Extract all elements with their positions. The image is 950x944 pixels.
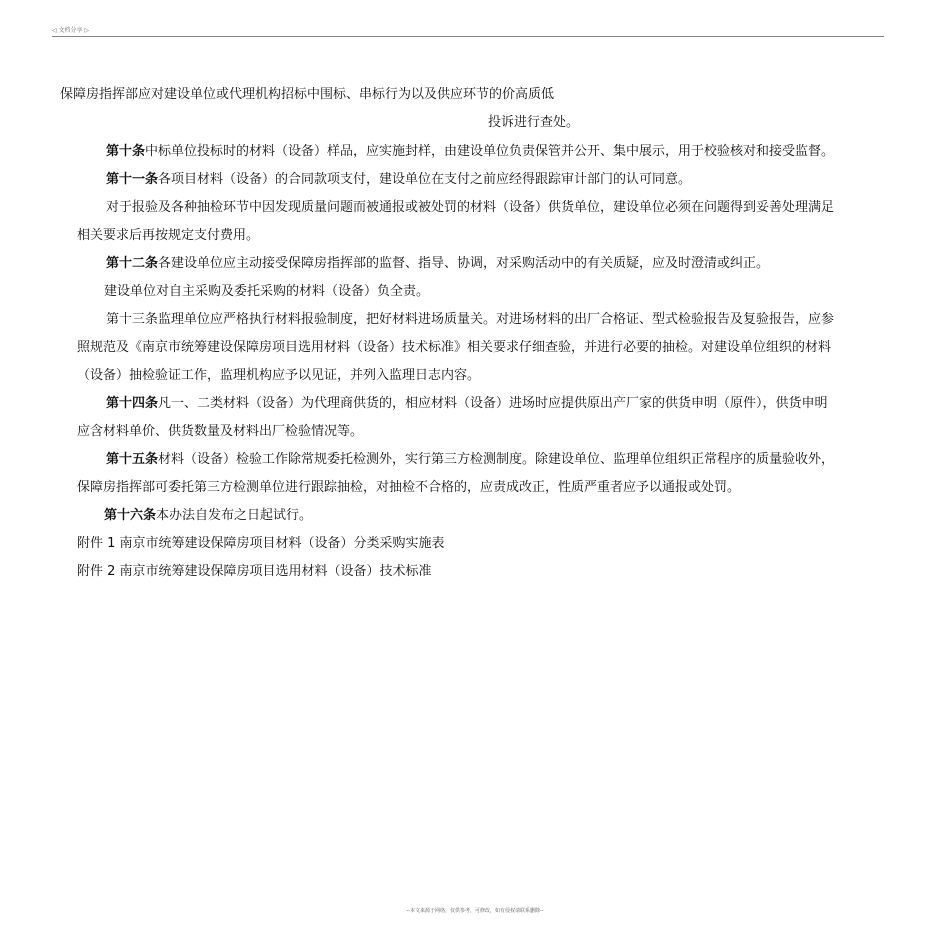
article-number: 第十条 — [106, 144, 146, 159]
footer-note: --本文来源于网络，仅供参考，可修改，如有侵权请联系删除-- — [406, 908, 544, 914]
para-line-6 — [77, 227, 259, 245]
article-number: 第十五条 — [106, 452, 159, 467]
header-label: ◁ 文档分享 ▷ — [52, 27, 90, 34]
article-text: 中标单位投标时的材料（设备）样品，应实施封样，由建设单位负责保管并公开、集中展示，用于校验核对和接受监督。 — [145, 144, 835, 159]
line-text: 附件 1 南京市统筹建设保障房项目材料（设备）分类采购实施表 — [77, 536, 445, 551]
attachment-1 — [77, 535, 445, 553]
para-line-9 — [106, 311, 834, 329]
article-number: 第十二条 — [106, 256, 159, 271]
para-line-8 — [104, 283, 429, 301]
para-line-10 — [77, 339, 831, 357]
article-16 — [104, 507, 312, 525]
article-text: 凡一、二类材料（设备）为代理商供货的，相应材料（设备）进场时应提供原出产厂家的供货申明（原件），供货申明 — [158, 396, 828, 411]
article-text: 各项目材料（设备）的合同款项支付，建设单位在支付之前应经得跟踪审计部门的认可同意。 — [158, 172, 692, 187]
article-number: 第十六条 — [104, 508, 157, 523]
article-number: 第十四条 — [106, 396, 159, 411]
line-text: 相关要求后再按规定支付费用。 — [77, 228, 260, 243]
line-text: （设备）抽检验证工作，监理机构应予以见证，并列入监理日志内容。 — [77, 368, 481, 383]
attachment-2 — [77, 563, 432, 581]
article-10 — [106, 143, 834, 161]
article-text: 材料（设备）检验工作除常规委托检测外，实行第三方检测制度。除建设单位、监理单位组织正常程序的质量验收外， — [158, 452, 835, 467]
para-line-2 — [488, 114, 579, 132]
line-text: 保障房指挥部可委托第三方检测单位进行跟踪抽检，对抽检不合格的，应责成改正，性质严重者应予以通报或处罚。 — [77, 480, 741, 495]
line-text: 对于报验及各种抽检环节中因发现质量问题而被通报或被处罚的材料（设备）供货单位，建设单位必须在问题得到妥善处理满足 — [106, 200, 835, 215]
para-line-5 — [106, 199, 834, 217]
para-line-15 — [77, 479, 740, 497]
article-15 — [106, 451, 834, 469]
article-text: 本办法自发布之日起试行。 — [156, 508, 313, 523]
article-14 — [106, 395, 828, 413]
line-text: 照规范及《南京市统筹建设保障房项目选用材料（设备）技术标准》相关要求仔细查验，并进行必要的抽检。对建设单位组织的材料 — [77, 340, 832, 355]
line-text: 保障房指挥部应对建设单位或代理机构招标中围标、串标行为以及供应环节的价高质低 — [60, 87, 555, 102]
article-12 — [106, 255, 769, 273]
line-text: 附件 2 南京市统筹建设保障房项目选用材料（设备）技术标准 — [77, 564, 432, 579]
para-line-11 — [77, 367, 480, 385]
line-text: 第十三条监理单位应严格执行材料报验制度，把好材料进场质量关。对进场材料的出厂合格证、型式检验报告及复验报告，应参 — [106, 312, 835, 327]
article-number: 第十一条 — [106, 172, 159, 187]
header-divider — [52, 36, 884, 37]
line-text: 投诉进行查处。 — [488, 115, 580, 130]
article-11 — [106, 171, 691, 189]
article-text: 各建设单位应主动接受保障房指挥部的监督、指导、协调，对采购活动中的有关质疑，应及时澄清或纠正。 — [158, 256, 770, 271]
line-text: 建设单位对自主采购及委托采购的材料（设备）负全责。 — [104, 284, 430, 299]
para-line-1 — [60, 86, 554, 104]
line-text: 应含材料单价、供货数量及材料出厂检验情况等。 — [77, 424, 364, 439]
para-line-13 — [77, 423, 363, 441]
